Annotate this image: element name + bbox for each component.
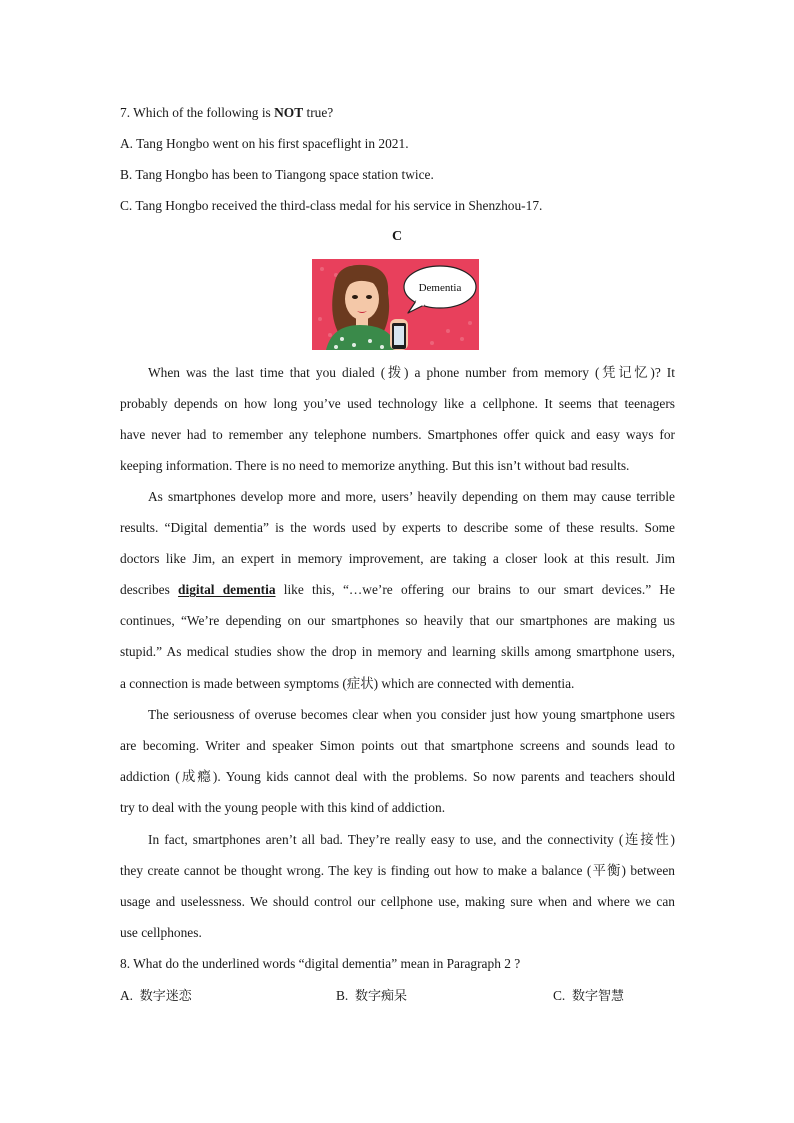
p3-line-1: The seriousness of overuse becomes clear when you consider just how young smartphone users <box>148 707 675 722</box>
p2-line-4-start: describes <box>120 582 179 597</box>
p2-line-4 <box>120 580 675 600</box>
q8-option-c <box>553 986 624 1007</box>
q7-stem-end: true? <box>303 105 334 120</box>
p3-line-4: try to deal with the young people with this kind of addiction. <box>120 800 446 815</box>
p2-line-6: stupid.” As medical studies show the drop in memory and learning skills among smartphone users, <box>120 644 675 659</box>
p1-line-4: keeping information. There is no need to memorize anything. But this isn’t without bad results. <box>120 458 630 473</box>
q8-option-c-text: 数字智慧 <box>571 989 624 1004</box>
speech-bubble-text: Dementia <box>418 282 462 294</box>
p2-line-3: doctors like Jim, an expert in memory improvement, are taking a closer look at this result. Jim <box>120 551 675 566</box>
q7-stem <box>120 103 675 123</box>
p4-line-2: they create cannot be thought wrong. The key is finding out how to make a balance (平衡) between <box>120 863 675 878</box>
p4-line-1: In fact, smartphones aren’t all bad. They’re really easy to use, and the connectivity (连接性) <box>148 832 675 847</box>
q8-option-a-text: 数字迷恋 <box>139 989 192 1004</box>
p2-line-5: continues, “We’re depending on our smartphones so heavily that our smartphones are making us <box>120 613 675 628</box>
p2-line-2: results. “Digital dementia” is the words used by experts to describe some of these results. Some <box>120 520 675 535</box>
q7-option-a: A. Tang Hongbo went on his first spaceflight in 2021. <box>120 136 409 151</box>
illustration-woman-phone <box>312 259 479 350</box>
p3-line-3: addiction (成瘾). Young kids cannot deal with the problems. So now parents and teachers should <box>120 769 675 784</box>
q8-option-b-letter: B. <box>336 988 349 1003</box>
p4-line-3: usage and uselessness. We should control our cellphone use, making sure when and where we can <box>120 894 675 909</box>
p3-line-2: are becoming. Writer and speaker Simon points out that smartphone screens and sounds lead to <box>120 738 675 753</box>
q7-option-c: C. Tang Hongbo received the third-class medal for his service in Shenzhou-17. <box>120 198 543 213</box>
p1-line-2: probably depends on how long you’ve used technology like a cellphone. It seems that teenagers <box>120 396 675 411</box>
p2-line-7: a connection is made between symptoms (症状) which are connected with dementia. <box>120 676 575 691</box>
q7-stem-text: 7. Which of the following is <box>120 105 275 120</box>
q8-option-a-letter: A. <box>120 988 134 1003</box>
p1-line-1: When was the last time that you dialed (拨) a phone number from memory (凭记忆)? It <box>148 365 675 380</box>
q8-option-a <box>120 986 192 1007</box>
illustration-svg <box>312 259 479 350</box>
q8-option-c-letter: C. <box>553 988 566 1003</box>
p4-line-4: use cellphones. <box>120 925 202 940</box>
q8-option-b <box>336 986 407 1007</box>
p2-line-4-end: like this, “…we’re offering our brains to our smart devices.” He <box>275 582 675 597</box>
q8-stem: 8. What do the underlined words “digital dementia” mean in Paragraph 2 ? <box>120 956 521 971</box>
q7-stem-emphasis: NOT <box>274 105 304 120</box>
section-label: C <box>391 229 403 244</box>
q7-option-b: B. Tang Hongbo has been to Tiangong space station twice. <box>120 167 434 182</box>
p1-line-3: have never had to remember any telephone numbers. Smartphones offer quick and easy ways for <box>120 427 675 442</box>
p2-line-1: As smartphones develop more and more, users’ heavily depending on them may cause terrible <box>148 489 675 504</box>
underlined-term: digital dementia <box>178 582 276 597</box>
q8-option-b-text: 数字痴呆 <box>354 989 407 1004</box>
